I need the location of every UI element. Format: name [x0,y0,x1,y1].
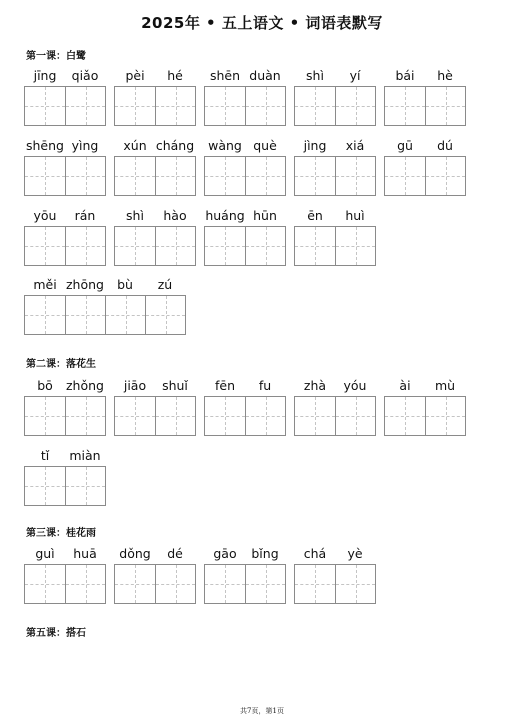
pinyin-label: bǐng [251,546,279,561]
tianzige-cell[interactable] [65,157,105,195]
writing-grid [294,156,376,196]
pinyin-label: jīng [33,68,57,83]
writing-grid [24,396,106,436]
pinyin-label: hè [437,68,453,83]
tianzige-cell[interactable] [295,227,335,265]
writing-grid [24,156,106,196]
word-entry [384,68,466,130]
pinyin-label: jiāo [123,378,147,393]
tianzige-cell[interactable] [155,227,195,265]
pinyin-label: bái [395,68,415,83]
tianzige-cell[interactable] [115,227,155,265]
pinyin-label: jìng [303,138,327,153]
pinyin-label: chá [303,546,327,561]
writing-grid [24,295,186,335]
writing-grid [204,564,286,604]
pinyin-label: shēng [26,138,64,153]
tianzige-cell[interactable] [385,87,425,125]
tianzige-cell[interactable] [245,87,285,125]
pinyin-label: yóu [343,378,367,393]
word-entry [114,138,196,200]
tianzige-cell[interactable] [385,397,425,435]
word-entry [24,546,106,608]
pinyin-label: xiá [345,138,365,153]
pinyin-label: hé [167,68,183,83]
pinyin-label: què [253,138,277,153]
pinyin-label: tǐ [40,448,50,463]
tianzige-cell[interactable] [155,397,195,435]
tianzige-cell[interactable] [65,296,105,334]
tianzige-cell[interactable] [205,157,245,195]
word-entry [114,208,196,270]
word-entry [294,138,376,200]
lesson-heading: 第五课：搭石 [26,628,86,639]
word-entry [384,138,466,200]
pinyin-label: yè [347,546,363,561]
page-title: 2025年 • 五上语文 • 词语表默写 [141,14,383,32]
word-entry [24,277,186,339]
word-entry [204,546,286,608]
word-entry [114,546,196,608]
pinyin-label: xún [123,138,147,153]
tianzige-cell[interactable] [25,157,65,195]
word-entry [24,448,106,510]
pinyin-label: qiǎo [71,68,99,83]
pinyin-label: hūn [253,208,277,223]
tianzige-cell[interactable] [65,87,105,125]
writing-grid [384,86,466,126]
pinyin-label: fēn [214,378,235,393]
pinyin-label: dé [167,546,183,561]
word-entry [294,208,376,270]
tianzige-cell[interactable] [245,157,285,195]
pinyin-label: duàn [249,68,281,83]
writing-grid [24,564,106,604]
tianzige-cell[interactable] [115,87,155,125]
pinyin-label: bō [37,378,53,393]
word-entry [204,138,286,200]
pinyin-label: shì [126,208,144,223]
tianzige-cell[interactable] [155,157,195,195]
word-entry [24,138,106,200]
pinyin-label: ài [399,378,411,393]
writing-grid [114,396,196,436]
tianzige-cell[interactable] [205,227,245,265]
tianzige-cell[interactable] [145,296,185,334]
tianzige-cell[interactable] [25,565,65,603]
pinyin-label: yìng [71,138,99,153]
tianzige-cell[interactable] [115,397,155,435]
tianzige-cell[interactable] [25,87,65,125]
pinyin-label: cháng [155,138,195,153]
writing-grid [204,156,286,196]
writing-grid [24,466,106,506]
tianzige-cell[interactable] [205,565,245,603]
word-entry [24,68,106,130]
word-entry [204,68,286,130]
pinyin-label: yí [349,68,361,83]
tianzige-cell[interactable] [425,87,465,125]
pinyin-label: zhǒng [66,378,104,393]
tianzige-cell[interactable] [295,565,335,603]
pinyin-label: pèi [125,68,145,83]
pinyin-label: wàng [208,138,242,153]
writing-grid [114,564,196,604]
tianzige-cell[interactable] [205,397,245,435]
word-entry [294,378,376,440]
tianzige-cell[interactable] [295,397,335,435]
pinyin-label: shēn [209,68,241,83]
tianzige-cell[interactable] [65,467,105,505]
tianzige-cell[interactable] [205,87,245,125]
pinyin-label: huáng [205,208,245,223]
pinyin-label: shuǐ [162,378,188,393]
tianzige-cell[interactable] [25,296,65,334]
word-entry [204,208,286,270]
writing-grid [204,396,286,436]
writing-grid [204,226,286,266]
word-entry [114,68,196,130]
pinyin-label: mù [434,378,456,393]
pinyin-label: fu [258,378,272,393]
pinyin-label: guì [35,546,55,561]
writing-grid [294,396,376,436]
tianzige-cell[interactable] [65,227,105,265]
tianzige-cell[interactable] [155,565,195,603]
tianzige-cell[interactable] [105,296,145,334]
pinyin-label: shì [306,68,324,83]
tianzige-cell[interactable] [245,227,285,265]
pinyin-label: ēn [307,208,323,223]
pinyin-label: zhōng [66,277,104,292]
tianzige-cell[interactable] [425,157,465,195]
word-entry [294,546,376,608]
pinyin-label: zú [157,277,173,292]
tianzige-cell[interactable] [65,565,105,603]
tianzige-cell[interactable] [155,87,195,125]
tianzige-cell[interactable] [25,397,65,435]
tianzige-cell[interactable] [25,467,65,505]
pinyin-label: gāo [213,546,237,561]
pinyin-label: rán [74,208,96,223]
word-entry [204,378,286,440]
tianzige-cell[interactable] [115,565,155,603]
tianzige-cell[interactable] [245,565,285,603]
lesson-heading: 第三课：桂花雨 [26,528,96,539]
lesson-heading: 第一课：白鹭 [26,51,86,62]
pinyin-label: dǒng [119,546,151,561]
pinyin-label: zhà [303,378,327,393]
word-entry [24,208,106,270]
pinyin-label: hào [163,208,187,223]
pinyin-label: gū [397,138,413,153]
word-entry [24,378,106,440]
tianzige-cell[interactable] [335,397,375,435]
tianzige-cell[interactable] [335,157,375,195]
tianzige-cell[interactable] [385,157,425,195]
tianzige-cell[interactable] [65,397,105,435]
tianzige-cell[interactable] [245,397,285,435]
word-entry [114,378,196,440]
writing-grid [114,226,196,266]
pinyin-label: miàn [69,448,101,463]
tianzige-cell[interactable] [295,87,335,125]
writing-grid [294,226,376,266]
pinyin-label: dú [437,138,453,153]
word-entry [294,68,376,130]
tianzige-cell[interactable] [295,157,335,195]
pinyin-label: yōu [33,208,57,223]
writing-grid [384,396,466,436]
word-entry [384,378,466,440]
pinyin-label: bù [117,277,133,292]
tianzige-cell[interactable] [115,157,155,195]
pinyin-label: huì [345,208,365,223]
writing-grid [384,156,466,196]
lesson-heading: 第二课：落花生 [26,359,96,370]
writing-grid [294,86,376,126]
writing-grid [114,156,196,196]
writing-grid [204,86,286,126]
pinyin-label: huā [73,546,97,561]
tianzige-cell[interactable] [335,227,375,265]
pinyin-label: měi [33,277,57,292]
writing-grid [24,226,106,266]
tianzige-cell[interactable] [425,397,465,435]
writing-grid [114,86,196,126]
page-footer: 共7页，第1页 [240,707,284,715]
writing-grid [294,564,376,604]
tianzige-cell[interactable] [335,565,375,603]
writing-grid [24,86,106,126]
tianzige-cell[interactable] [335,87,375,125]
tianzige-cell[interactable] [25,227,65,265]
